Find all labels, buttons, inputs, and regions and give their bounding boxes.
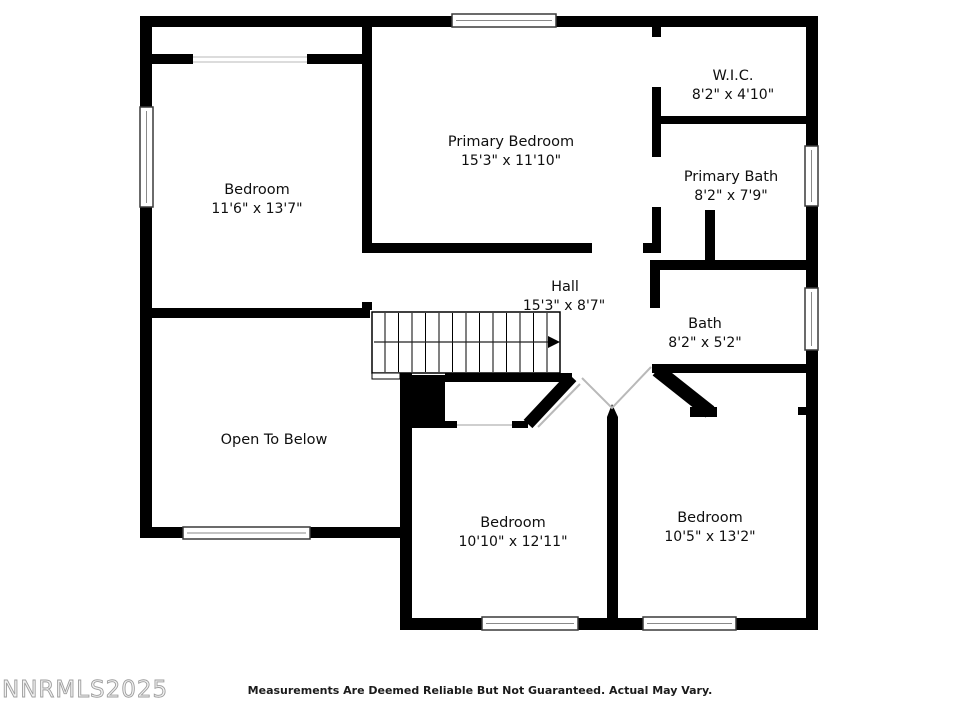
window-symbol	[140, 107, 153, 207]
wall-wic-bottom	[660, 116, 807, 124]
room-label-open-to-below: Open To Below	[220, 432, 328, 448]
disclaimer-text: Measurements Are Deemed Reliable But Not Guaranteed. Actual May Vary.	[247, 684, 713, 697]
room-label-hall: Hall	[551, 279, 579, 295]
room-dims-bath: 8'2" x 5'2"	[668, 335, 742, 351]
room-label-bedroom-br: Bedroom	[677, 510, 743, 526]
wall-closet-bc-block	[403, 375, 445, 428]
room-dims-bedroom-tl: 11'6" x 13'7"	[211, 201, 303, 217]
window-symbol	[805, 288, 818, 350]
window-symbol	[482, 617, 578, 630]
wall-primary-right-a	[652, 27, 661, 37]
room-dims-hall: 15'3" x 8'7"	[522, 298, 606, 314]
window-symbol	[183, 527, 310, 539]
watermark: NNRMLS2025	[2, 677, 169, 703]
window-symbol	[643, 617, 736, 630]
window-symbol	[805, 146, 818, 206]
wall-alcove-bottom	[690, 407, 717, 417]
outer-wall-left	[140, 16, 152, 538]
wall-closet-bc-right	[512, 421, 528, 428]
room-label-bedroom-tl: Bedroom	[224, 182, 290, 198]
room-label-primary-bath: Primary Bath	[683, 169, 779, 185]
room-dims-primary-bath: 8'2" x 7'9"	[694, 188, 768, 204]
room-label-bath: Bath	[688, 316, 722, 332]
wall-closet-tl-left	[152, 54, 193, 64]
wall-bedrooms-divider	[607, 417, 618, 618]
wall-closet-bc-foot	[403, 421, 457, 428]
wall-angled-right	[657, 370, 710, 412]
room-dims-bedroom-br: 10'5" x 13'2"	[664, 529, 756, 545]
wall-bath-top	[655, 260, 807, 270]
wall-closet-bc-top	[445, 373, 572, 382]
room-label-wic: W.I.C.	[712, 68, 754, 84]
room-dims-bedroom-bc: 10'10" x 12'11"	[458, 534, 568, 550]
wall-bedroom-primary-divider	[362, 27, 372, 243]
room-label-primary-bedroom: Primary Bedroom	[447, 134, 575, 150]
wall-primary-right-c	[652, 207, 661, 253]
wall-bath-left	[650, 260, 660, 308]
wall-alcove-jamb	[798, 407, 807, 415]
room-dims-primary-bedroom: 15'3" x 11'10"	[460, 153, 562, 169]
door-swing	[582, 367, 651, 408]
stairs-landing-lip	[372, 373, 400, 379]
wall-primary-right-b	[652, 87, 661, 157]
outer-wall-bottom	[400, 618, 818, 630]
wall-primary-bath-stub	[705, 210, 715, 268]
staircase	[372, 312, 560, 379]
wall-open-below-top	[140, 308, 370, 318]
wall-hall-top	[362, 243, 592, 253]
room-label-bedroom-bc: Bedroom	[480, 515, 546, 531]
wall-angled-left	[528, 377, 572, 424]
window-symbol	[452, 14, 556, 27]
room-dims-wic: 8'2" x 4'10"	[691, 87, 775, 103]
wall-bath-bottom	[652, 364, 807, 373]
